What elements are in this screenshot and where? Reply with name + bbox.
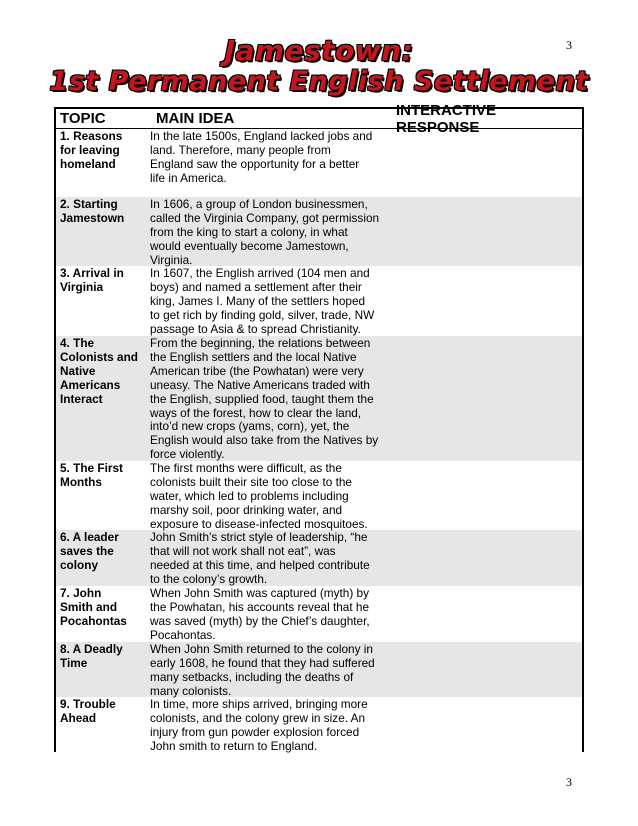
document-title-line1: Jamestown: <box>224 34 414 67</box>
main-idea-cell: In 1607, the English arrived (104 men and boys) and named a settlement after their king, James I. Many of the settlers hoped to get rich by finding gold, silver, trade, NW passage to Asia & to spread Christianity. <box>150 266 375 336</box>
topic-cell: 3. Arrival in Virginia <box>60 266 124 294</box>
header-main-idea: MAIN IDEA <box>156 110 235 127</box>
main-idea-cell: The first months were difficult, as the colonists built their site too close to the water, which led to problems including marshy soil, poor drinking water, and exposure to disease-infected mosquitoes. <box>150 461 368 531</box>
topic-cell: 5. The First Months <box>60 461 123 489</box>
response-cell[interactable] <box>382 197 582 266</box>
table-row <box>56 129 582 197</box>
main-idea-cell: In 1606, a group of London businessmen, called the Virginia Company, got permission from the king to start a colony, in what would eventually become Jamestown, Virginia. <box>150 197 380 267</box>
notes-table <box>54 101 584 753</box>
topic-cell: 7. John Smith and Pocahontas <box>60 586 127 628</box>
main-idea-cell: In time, more ships arrived, bringing more colonists, and the colony grew in size. An injury from gun powder explosion forced John smith to return to England. <box>150 697 368 753</box>
response-cell[interactable] <box>382 461 582 530</box>
response-cell[interactable] <box>382 266 582 336</box>
response-cell[interactable] <box>382 586 582 642</box>
topic-cell: 8. A Deadly Time <box>60 642 123 670</box>
table-header-row <box>56 101 582 136</box>
header-topic: TOPIC <box>60 110 106 127</box>
main-idea-cell: From the beginning, the relations between the English settlers and the local Native American tribe (the Powhatan) were very uneasy. The Native Americans traded with the English, supplied food, taught them the ways of the forest, how to clear the land, into’d new crops (yams, corn), yet, the English would also take from the Natives by force violently. <box>150 336 379 462</box>
table-row <box>56 586 582 642</box>
document-title-line2: 1st Permanent English Settlement <box>49 66 589 97</box>
table-row <box>56 642 582 697</box>
main-idea-cell: In the late 1500s, England lacked jobs and land. Therefore, many people from England saw the opportunity for a better life in America. <box>150 129 373 185</box>
table-row <box>56 530 582 586</box>
topic-cell: 4. The Colonists and Native Americans Interact <box>60 336 138 406</box>
topic-cell: 2. Starting Jamestown <box>60 197 125 225</box>
topic-cell: 9. Trouble Ahead <box>60 697 116 725</box>
topic-cell: 1. Reasons for leaving homeland <box>60 129 123 171</box>
page-number-top: 3 <box>566 38 572 52</box>
response-cell[interactable] <box>382 336 582 461</box>
main-idea-cell: John Smith’s strict style of leadership, “he that will not work shall not eat”, was needed at this time, and helped contribute to the colony’s growth. <box>150 530 370 586</box>
main-idea-cell: When John Smith was captured (myth) by the Powhatan, his accounts reveal that he was saved (myth) by the Chief’s daughter, Pocahontas. <box>150 586 370 642</box>
main-idea-cell: When John Smith returned to the colony in early 1608, he found that they had suffered many setbacks, including the deaths of many colonists. <box>150 642 375 698</box>
table-row <box>56 197 582 266</box>
response-cell[interactable] <box>382 642 582 697</box>
table-row <box>56 697 582 752</box>
response-cell[interactable] <box>382 530 582 586</box>
table-row <box>56 461 582 530</box>
header-interactive-response: INTERACTIVE RESPONSE <box>396 101 497 136</box>
response-cell[interactable] <box>382 697 582 752</box>
topic-cell: 6. A leader saves the colony <box>60 530 119 572</box>
response-cell[interactable] <box>382 129 582 197</box>
page-number-bottom: 3 <box>566 775 572 789</box>
table-row <box>56 336 582 461</box>
table-row <box>56 266 582 336</box>
